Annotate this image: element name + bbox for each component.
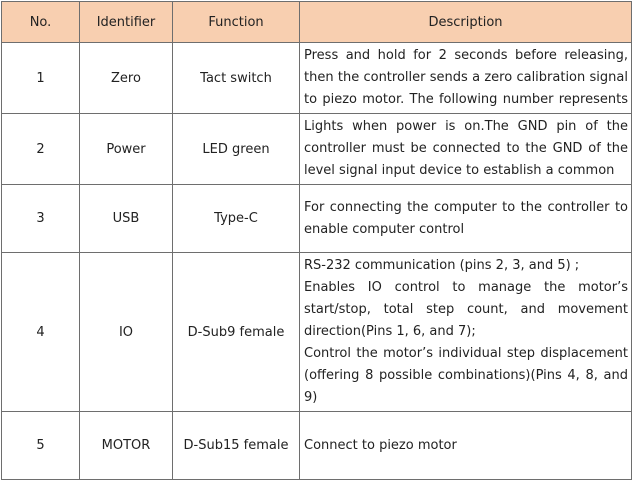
cell-function: D-Sub9 female [173, 253, 300, 412]
description-text: Control the motor’s individual step displacement (offering 8 possible combinations)(Pins 4, 8, and 9) [304, 346, 628, 405]
cell-no: 4 [2, 253, 80, 412]
description-text: Press and hold for 2 seconds before releasing, then the controller sends a zero calibration signal to piezo motor. The following number represents [304, 48, 628, 107]
header-row [2, 2, 632, 43]
table-row [2, 185, 632, 253]
cell-identifier: MOTOR [80, 412, 173, 480]
description-text: For connecting the computer to the controller to enable computer control [304, 199, 628, 237]
header-no: No. [2, 2, 80, 43]
cell-identifier: Zero [80, 43, 173, 114]
cell-description [300, 43, 632, 114]
description-text: Connect to piezo motor [304, 437, 457, 453]
table-row [2, 253, 632, 412]
table-row [2, 412, 632, 480]
connector-table [1, 1, 632, 480]
cell-no: 2 [2, 114, 80, 185]
description-text: Lights when power is on.The GND pin of the controller must be connected to the GND of the level signal input device to establish a common [304, 119, 628, 178]
cell-identifier: IO [80, 253, 173, 412]
cell-description [300, 185, 632, 253]
cell-description [300, 253, 632, 412]
cell-description [300, 114, 632, 185]
description-text: Enables IO control to manage the motor’s start/stop, total step count, and movement direction(Pins 1, 6, and 7); [304, 280, 628, 339]
table-row [2, 43, 632, 114]
header-description: Description [300, 2, 632, 43]
cell-no: 3 [2, 185, 80, 253]
header-identifier: Identifier [80, 2, 173, 43]
table-row [2, 114, 632, 185]
cell-function: LED green [173, 114, 300, 185]
cell-identifier: Power [80, 114, 173, 185]
cell-function: Type-C [173, 185, 300, 253]
description-text: RS-232 communication (pins 2, 3, and 5) ; [304, 258, 580, 273]
header-function: Function [173, 2, 300, 43]
cell-function: D-Sub15 female [173, 412, 300, 480]
cell-function: Tact switch [173, 43, 300, 114]
cell-description [300, 412, 632, 480]
cell-no: 5 [2, 412, 80, 480]
cell-no: 1 [2, 43, 80, 114]
cell-identifier: USB [80, 185, 173, 253]
